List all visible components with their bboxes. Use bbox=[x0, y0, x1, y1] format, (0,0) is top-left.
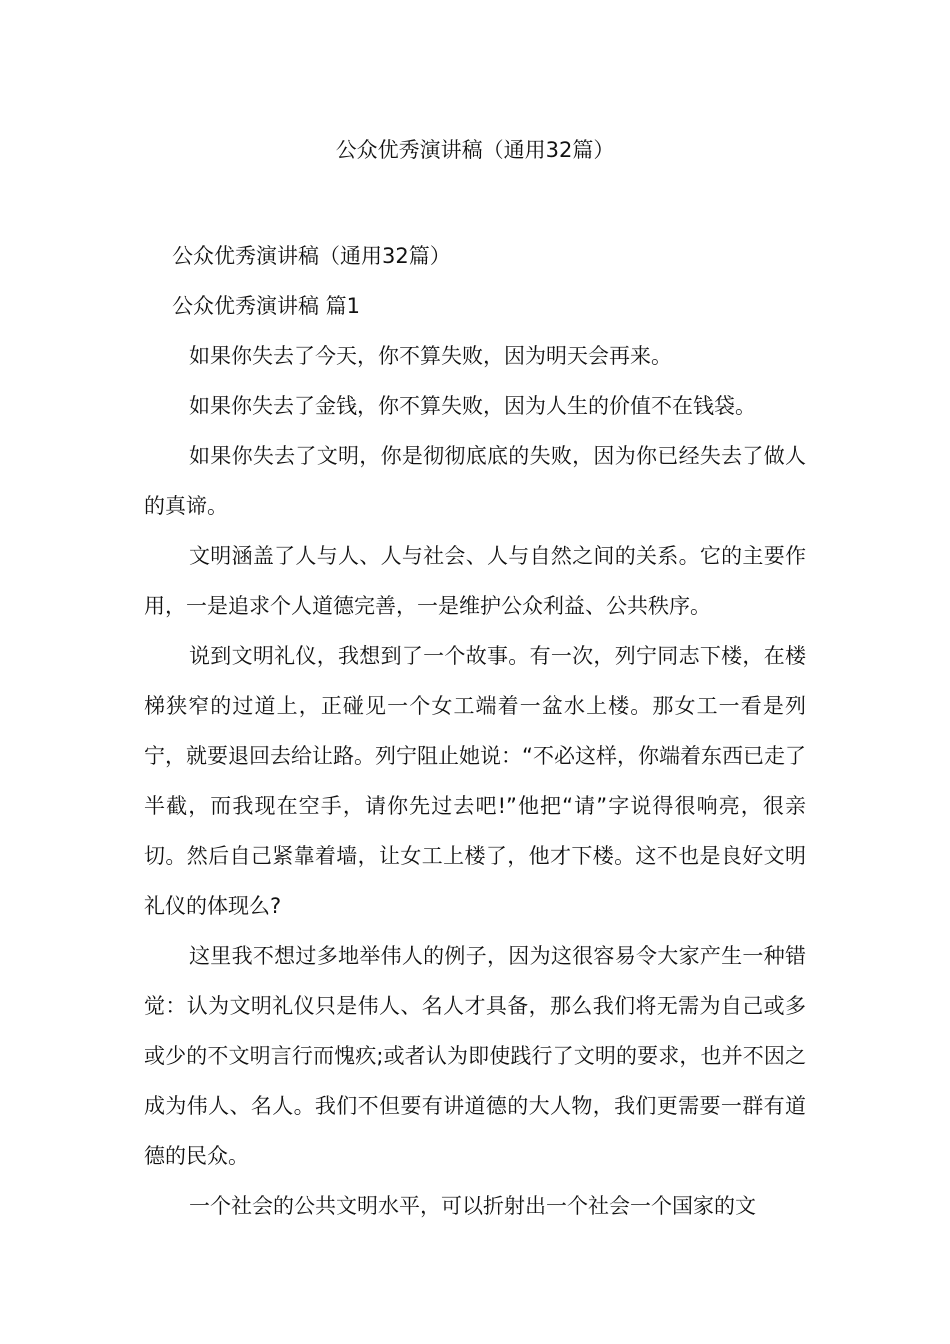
paragraph-6: 这里我不想过多地举伟人的例子，因为这很容易令大家产生一种错觉：认为文明礼仪只是伟人、名人才具备，那么我们将无需为自己或多或少的不文明言行而愧疚;或者认为即使践行了文明的要求，也并不因之成为伟人、名人。我们不但要有讲道德的大人物，我们更需要一群有道德的民众。 bbox=[144, 944, 806, 1168]
document-title: 公众优秀演讲稿（通用32篇） bbox=[335, 138, 615, 162]
section-heading: 公众优秀演讲稿 篇1 bbox=[172, 294, 361, 318]
paragraph-1: 如果你失去了今天，你不算失败，因为明天会再来。 bbox=[189, 344, 672, 368]
paragraph-4: 文明涵盖了人与人、人与社会、人与自然之间的关系。它的主要作用，一是追求个人道德完善，一是维护公众利益、公共秩序。 bbox=[144, 544, 806, 618]
paragraph-2: 如果你失去了金钱，你不算失败，因为人生的价值不在钱袋。 bbox=[189, 394, 756, 418]
document-body bbox=[144, 231, 806, 1231]
paragraph-3: 如果你失去了文明，你是彻彻底底的失败，因为你已经失去了做人的真谛。 bbox=[144, 444, 806, 518]
document-subtitle: 公众优秀演讲稿（通用32篇） bbox=[172, 244, 451, 268]
paragraph-7: 一个社会的公共文明水平，可以折射出一个社会一个国家的文 bbox=[189, 1194, 756, 1218]
paragraph-5: 说到文明礼仪，我想到了一个故事。有一次，列宁同志下楼，在楼梯狭窄的过道上，正碰见一个女工端着一盆水上楼。那女工一看是列宁，就要退回去给让路。列宁阻止她说：“不必这样，你端着东西已走了半截，而我现在空手，请你先过去吧!”他把“请”字说得很响亮，很亲切。然后自己紧靠着墙，让女工上楼了，他才下楼。这不也是良好文明礼仪的体现么? bbox=[144, 644, 806, 918]
